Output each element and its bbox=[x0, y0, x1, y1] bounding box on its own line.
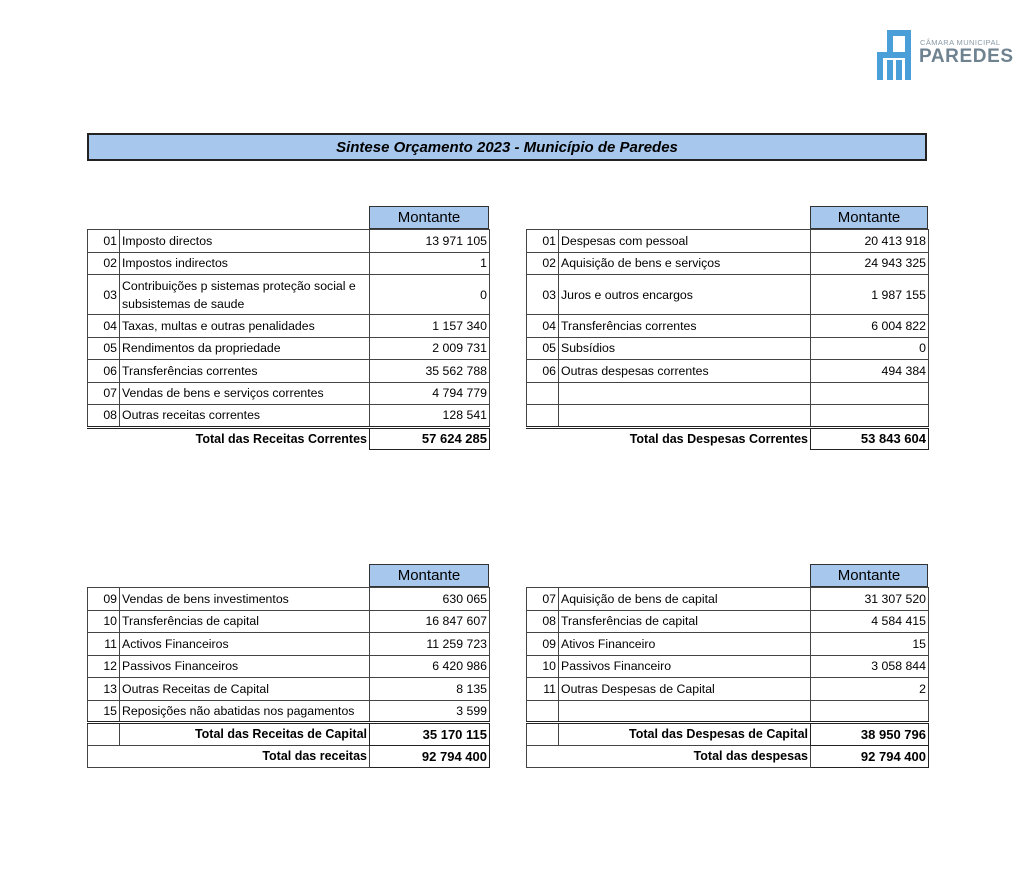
row-label: Vendas de bens e serviços correntes bbox=[120, 382, 370, 405]
row-label: Ativos Financeiro bbox=[559, 633, 811, 656]
row-value: 2 bbox=[811, 678, 929, 701]
table-row bbox=[88, 633, 490, 656]
row-label: Activos Financeiros bbox=[120, 633, 370, 656]
row-value: 31 307 520 bbox=[811, 588, 929, 611]
row-label: Taxas, multas e outras penalidades bbox=[120, 315, 370, 338]
table-row bbox=[88, 315, 490, 338]
row-value: 20 413 918 bbox=[811, 230, 929, 253]
empty-row bbox=[527, 405, 929, 428]
row-value: 24 943 325 bbox=[811, 252, 929, 275]
table-row bbox=[88, 337, 490, 360]
logo-big-text: PAREDES bbox=[919, 46, 1014, 67]
page-title: Sintese Orçamento 2023 - Município de Paredes bbox=[87, 133, 927, 161]
row-value: 1 157 340 bbox=[370, 315, 490, 338]
row-label: Transferências de capital bbox=[120, 610, 370, 633]
total-label: Total das Receitas Correntes bbox=[88, 427, 370, 450]
row-value: 3 599 bbox=[370, 700, 490, 723]
total-value: 53 843 604 bbox=[811, 427, 929, 450]
row-value: 4 584 415 bbox=[811, 610, 929, 633]
row-value: 16 847 607 bbox=[370, 610, 490, 633]
total-label: Total das Despesas Correntes bbox=[527, 427, 811, 450]
row-code: 07 bbox=[88, 382, 120, 405]
grand-total-row bbox=[527, 745, 929, 768]
montante-header-despesas-correntes: Montante bbox=[810, 206, 928, 229]
row-label: Outras despesas correntes bbox=[559, 360, 811, 383]
row-value: 6 004 822 bbox=[811, 315, 929, 338]
table-row bbox=[88, 382, 490, 405]
row-value: 8 135 bbox=[370, 678, 490, 701]
receitas-capital-table bbox=[87, 587, 490, 768]
row-label: Subsídios bbox=[559, 337, 811, 360]
row-code: 08 bbox=[527, 610, 559, 633]
row-value: 494 384 bbox=[811, 360, 929, 383]
row-code: 02 bbox=[88, 252, 120, 275]
despesas-correntes-table bbox=[526, 229, 929, 450]
row-code: 01 bbox=[527, 230, 559, 253]
row-code: 06 bbox=[527, 360, 559, 383]
total-row bbox=[88, 723, 490, 746]
row-code: 13 bbox=[88, 678, 120, 701]
row-code: 07 bbox=[527, 588, 559, 611]
row-value: 630 065 bbox=[370, 588, 490, 611]
row-code: 08 bbox=[88, 405, 120, 428]
row-code: 09 bbox=[88, 588, 120, 611]
despesas-capital-table bbox=[526, 587, 929, 768]
row-label: Passivos Financeiros bbox=[120, 655, 370, 678]
empty-row bbox=[527, 382, 929, 405]
table-row bbox=[88, 678, 490, 701]
table-row bbox=[88, 275, 490, 315]
table-row bbox=[88, 405, 490, 428]
grand-total-label: Total das receitas bbox=[88, 745, 370, 768]
row-label: Contribuições p sistemas proteção social e subsistemas de saude bbox=[120, 275, 370, 315]
table-row bbox=[527, 655, 929, 678]
row-code: 05 bbox=[527, 337, 559, 360]
montante-header-receitas-capital: Montante bbox=[369, 564, 489, 587]
row-label: Imposto directos bbox=[120, 230, 370, 253]
row-value: 0 bbox=[811, 337, 929, 360]
table-row bbox=[527, 588, 929, 611]
table-row bbox=[88, 360, 490, 383]
grand-total-value: 92 794 400 bbox=[370, 745, 490, 768]
row-label: Transferências de capital bbox=[559, 610, 811, 633]
row-code: 03 bbox=[88, 275, 120, 315]
row-code: 06 bbox=[88, 360, 120, 383]
table-row bbox=[527, 360, 929, 383]
row-value: 3 058 844 bbox=[811, 655, 929, 678]
row-label: Transferências correntes bbox=[120, 360, 370, 383]
row-value: 0 bbox=[370, 275, 490, 315]
row-label: Outras Despesas de Capital bbox=[559, 678, 811, 701]
table-row bbox=[527, 633, 929, 656]
table-row bbox=[527, 230, 929, 253]
table-row bbox=[88, 588, 490, 611]
row-code: 05 bbox=[88, 337, 120, 360]
row-code: 02 bbox=[527, 252, 559, 275]
empty-row bbox=[527, 700, 929, 723]
row-value: 35 562 788 bbox=[370, 360, 490, 383]
row-label: Outras receitas correntes bbox=[120, 405, 370, 428]
row-value: 11 259 723 bbox=[370, 633, 490, 656]
grand-total-value: 92 794 400 bbox=[811, 745, 929, 768]
total-row bbox=[88, 427, 490, 450]
row-code: 10 bbox=[88, 610, 120, 633]
row-label: Despesas com pessoal bbox=[559, 230, 811, 253]
total-label: Total das Despesas de Capital bbox=[559, 723, 811, 746]
grand-total-label: Total das despesas bbox=[527, 745, 811, 768]
row-code: 03 bbox=[527, 275, 559, 315]
montante-header-receitas-correntes: Montante bbox=[369, 206, 489, 229]
row-value: 1 bbox=[370, 252, 490, 275]
row-code: 11 bbox=[88, 633, 120, 656]
row-value: 13 971 105 bbox=[370, 230, 490, 253]
table-row bbox=[88, 252, 490, 275]
row-label: Aquisição de bens de capital bbox=[559, 588, 811, 611]
total-value: 38 950 796 bbox=[811, 723, 929, 746]
row-code: 09 bbox=[527, 633, 559, 656]
row-label: Juros e outros encargos bbox=[559, 275, 811, 315]
row-label: Impostos indirectos bbox=[120, 252, 370, 275]
row-value: 2 009 731 bbox=[370, 337, 490, 360]
table-row bbox=[88, 230, 490, 253]
table-row bbox=[527, 275, 929, 315]
total-row bbox=[527, 723, 929, 746]
row-value: 6 420 986 bbox=[370, 655, 490, 678]
row-code: 04 bbox=[527, 315, 559, 338]
table-row bbox=[88, 700, 490, 723]
row-code: 12 bbox=[88, 655, 120, 678]
row-code: 10 bbox=[527, 655, 559, 678]
row-code: 15 bbox=[88, 700, 120, 723]
row-label: Transferências correntes bbox=[559, 315, 811, 338]
paredes-logo-icon bbox=[877, 28, 917, 82]
table-row bbox=[88, 655, 490, 678]
total-label: Total das Receitas de Capital bbox=[120, 723, 370, 746]
logo-small-text: CÂMARA MUNICIPAL bbox=[920, 38, 1001, 47]
row-value: 15 bbox=[811, 633, 929, 656]
row-label: Aquisição de bens e serviços bbox=[559, 252, 811, 275]
row-label: Vendas de bens investimentos bbox=[120, 588, 370, 611]
row-code: 11 bbox=[527, 678, 559, 701]
table-row bbox=[88, 610, 490, 633]
grand-total-row bbox=[88, 745, 490, 768]
row-label: Rendimentos da propriedade bbox=[120, 337, 370, 360]
receitas-correntes-table bbox=[87, 229, 490, 450]
total-row bbox=[527, 427, 929, 450]
row-label: Passivos Financeiro bbox=[559, 655, 811, 678]
montante-header-despesas-capital: Montante bbox=[810, 564, 928, 587]
row-label: Outras Receitas de Capital bbox=[120, 678, 370, 701]
table-row bbox=[527, 610, 929, 633]
total-value: 57 624 285 bbox=[370, 427, 490, 450]
table-row bbox=[527, 315, 929, 338]
table-row bbox=[527, 252, 929, 275]
table-row bbox=[527, 678, 929, 701]
row-value: 1 987 155 bbox=[811, 275, 929, 315]
row-value: 128 541 bbox=[370, 405, 490, 428]
municipal-logo bbox=[877, 28, 1014, 84]
table-row bbox=[527, 337, 929, 360]
total-value: 35 170 115 bbox=[370, 723, 490, 746]
row-code: 01 bbox=[88, 230, 120, 253]
row-label: Reposições não abatidas nos pagamentos bbox=[120, 700, 370, 723]
row-code: 04 bbox=[88, 315, 120, 338]
row-value: 4 794 779 bbox=[370, 382, 490, 405]
